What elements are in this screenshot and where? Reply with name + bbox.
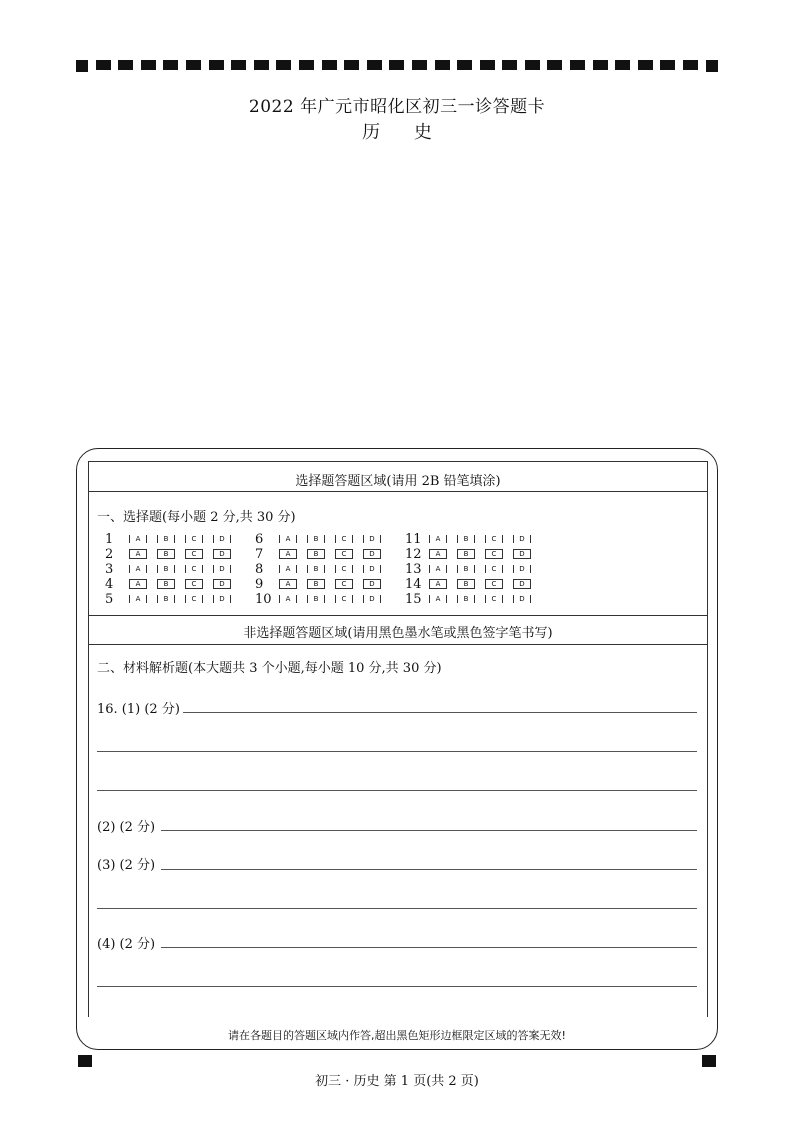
- option-bubble-a[interactable]: A: [129, 549, 147, 559]
- timing-mark: [231, 60, 246, 70]
- option-bubble-a[interactable]: A: [429, 549, 447, 559]
- divider: [89, 615, 707, 616]
- question-number: 6: [255, 531, 264, 547]
- option-bubble-b[interactable]: B: [457, 579, 475, 589]
- option-bubble-b[interactable]: B: [157, 535, 175, 543]
- option-bubble-b[interactable]: B: [307, 579, 325, 589]
- corner-mark: [78, 1055, 92, 1067]
- timing-mark: [118, 60, 133, 70]
- choice-question-9: [255, 577, 391, 591]
- option-bubble-a[interactable]: A: [429, 535, 447, 543]
- timing-mark: [435, 60, 450, 70]
- choice-question-15: [405, 592, 541, 606]
- answer-area-frame: [76, 448, 718, 1050]
- question-number: 5: [105, 591, 114, 607]
- option-bubble-c[interactable]: C: [485, 579, 503, 589]
- option-bubble-b[interactable]: B: [157, 595, 175, 603]
- timing-mark: [209, 60, 224, 70]
- q16-part1-label: 16. (1) (2 分): [97, 702, 180, 717]
- question-number: 9: [255, 576, 264, 592]
- question-number: 1: [105, 531, 114, 547]
- option-bubble-c[interactable]: C: [335, 549, 353, 559]
- timing-mark: [141, 60, 156, 70]
- choice-question-14: [405, 577, 541, 591]
- timing-mark: [96, 60, 111, 70]
- choice-question-2: [105, 547, 241, 561]
- option-bubble-a[interactable]: A: [279, 549, 297, 559]
- q16-part2-label: (2) (2 分): [97, 820, 156, 835]
- question-number: 12: [405, 546, 422, 562]
- option-bubble-b[interactable]: B: [307, 535, 325, 543]
- option-bubble-d[interactable]: D: [513, 579, 531, 589]
- timing-mark: [683, 60, 698, 70]
- option-bubble-c[interactable]: C: [185, 565, 203, 573]
- option-bubble-b[interactable]: B: [457, 549, 475, 559]
- option-bubble-b[interactable]: B: [307, 549, 325, 559]
- question-number: 14: [405, 576, 422, 592]
- question-number: 3: [105, 561, 114, 577]
- option-bubble-a[interactable]: A: [129, 579, 147, 589]
- notice-text: 请在各题目的答题区域内作答,超出黑色矩形边框限定区域的答案无效!: [228, 1029, 566, 1042]
- option-bubble-d[interactable]: D: [213, 565, 231, 573]
- choice-question-6: [255, 532, 391, 546]
- timing-mark: [638, 60, 653, 70]
- answer-line[interactable]: [161, 830, 697, 831]
- choice-question-title: 一、选择题(每小题 2 分,共 30 分): [97, 510, 296, 525]
- timing-mark: [389, 60, 404, 70]
- choice-question-1: [105, 532, 241, 546]
- option-bubble-a[interactable]: A: [429, 595, 447, 603]
- timing-mark: [593, 60, 608, 70]
- option-bubble-b[interactable]: B: [457, 565, 475, 573]
- question-number: 8: [255, 561, 264, 577]
- choice-question-3: [105, 562, 241, 576]
- timing-mark: [76, 60, 88, 72]
- option-bubble-d[interactable]: D: [513, 565, 531, 573]
- divider: [89, 644, 707, 645]
- option-bubble-c[interactable]: C: [335, 565, 353, 573]
- timing-mark: [344, 60, 359, 70]
- option-bubble-a[interactable]: A: [279, 595, 297, 603]
- page-footer: 初三 · 历史 第 1 页(共 2 页): [315, 1074, 479, 1089]
- page-title: 2022 年广元市昭化区初三一诊答题卡: [248, 97, 546, 117]
- choice-question-4: [105, 577, 241, 591]
- subject-title: 历 史: [362, 122, 446, 143]
- q16-part3-label: (3) (2 分): [97, 858, 156, 873]
- option-bubble-d[interactable]: D: [363, 579, 381, 589]
- option-bubble-d[interactable]: D: [213, 579, 231, 589]
- choice-question-7: [255, 547, 391, 561]
- answer-line[interactable]: [161, 947, 697, 948]
- timing-mark: [299, 60, 314, 70]
- timing-mark: [367, 60, 382, 70]
- choice-section-heading: 选择题答题区域(请用 2B 铅笔填涂): [295, 474, 501, 489]
- timing-mark: [570, 60, 585, 70]
- question-number: 11: [405, 531, 422, 547]
- timing-mark: [163, 60, 178, 70]
- option-bubble-b[interactable]: B: [307, 565, 325, 573]
- option-bubble-d[interactable]: D: [363, 535, 381, 543]
- timing-mark: [254, 60, 269, 70]
- timing-mark: [547, 60, 562, 70]
- timing-mark: [276, 60, 291, 70]
- option-bubble-a[interactable]: A: [279, 565, 297, 573]
- answer-line[interactable]: [161, 869, 697, 870]
- question-number: 15: [405, 591, 422, 607]
- choice-question-13: [405, 562, 541, 576]
- timing-marks: [76, 60, 718, 72]
- option-bubble-d[interactable]: D: [363, 549, 381, 559]
- option-bubble-d[interactable]: D: [363, 595, 381, 603]
- option-bubble-a[interactable]: A: [129, 535, 147, 543]
- option-bubble-c[interactable]: C: [185, 595, 203, 603]
- option-bubble-d[interactable]: D: [213, 535, 231, 543]
- question-number: 10: [255, 591, 272, 607]
- option-bubble-c[interactable]: C: [485, 535, 503, 543]
- option-bubble-b[interactable]: B: [157, 565, 175, 573]
- option-bubble-b[interactable]: B: [157, 549, 175, 559]
- option-bubble-d[interactable]: D: [513, 549, 531, 559]
- timing-mark: [660, 60, 675, 70]
- option-bubble-b[interactable]: B: [457, 595, 475, 603]
- timing-mark: [412, 60, 427, 70]
- answer-line[interactable]: [97, 790, 697, 791]
- option-bubble-a[interactable]: A: [129, 565, 147, 573]
- option-bubble-c[interactable]: C: [335, 595, 353, 603]
- answer-line[interactable]: [97, 751, 697, 752]
- question-number: 13: [405, 561, 422, 577]
- option-bubble-d[interactable]: D: [513, 535, 531, 543]
- q16-part4-label: (4) (2 分): [97, 937, 156, 952]
- option-bubble-d[interactable]: D: [513, 595, 531, 603]
- option-bubble-d[interactable]: D: [363, 565, 381, 573]
- option-bubble-a[interactable]: A: [279, 579, 297, 589]
- choice-question-12: [405, 547, 541, 561]
- option-bubble-c[interactable]: C: [485, 549, 503, 559]
- answer-line[interactable]: [97, 908, 697, 909]
- choice-question-10: [255, 592, 391, 606]
- option-bubble-c[interactable]: C: [485, 565, 503, 573]
- question-number: 4: [105, 576, 114, 592]
- timing-mark: [502, 60, 517, 70]
- timing-mark: [322, 60, 337, 70]
- choice-question-8: [255, 562, 391, 576]
- option-bubble-a[interactable]: A: [129, 595, 147, 603]
- option-bubble-d[interactable]: D: [213, 595, 231, 603]
- non-choice-section-heading: 非选择题答题区域(请用黑色墨水笔或黑色签字笔书写): [243, 626, 553, 641]
- corner-mark: [702, 1055, 716, 1067]
- option-bubble-b[interactable]: B: [157, 579, 175, 589]
- option-bubble-a[interactable]: A: [279, 535, 297, 543]
- option-bubble-a[interactable]: A: [429, 565, 447, 573]
- answer-line[interactable]: [183, 712, 697, 713]
- answer-area-inner: [88, 461, 708, 1017]
- option-bubble-b[interactable]: B: [307, 595, 325, 603]
- timing-mark: [480, 60, 495, 70]
- answer-line[interactable]: [97, 986, 697, 987]
- choice-question-11: [405, 532, 541, 546]
- question-number: 7: [255, 546, 264, 562]
- option-bubble-c[interactable]: C: [185, 549, 203, 559]
- option-bubble-c[interactable]: C: [185, 535, 203, 543]
- question-number: 2: [105, 546, 114, 562]
- option-bubble-c[interactable]: C: [185, 579, 203, 589]
- option-bubble-c[interactable]: C: [335, 579, 353, 589]
- timing-mark: [706, 60, 718, 72]
- option-bubble-b[interactable]: B: [457, 535, 475, 543]
- material-question-title: 二、材料解析题(本大题共 3 个小题,每小题 10 分,共 30 分): [97, 661, 442, 676]
- option-bubble-c[interactable]: C: [335, 535, 353, 543]
- timing-mark: [615, 60, 630, 70]
- option-bubble-c[interactable]: C: [485, 595, 503, 603]
- option-bubble-a[interactable]: A: [429, 579, 447, 589]
- timing-mark: [186, 60, 201, 70]
- choice-question-5: [105, 592, 241, 606]
- option-bubble-d[interactable]: D: [213, 549, 231, 559]
- timing-mark: [457, 60, 472, 70]
- divider: [89, 491, 707, 492]
- timing-mark: [525, 60, 540, 70]
